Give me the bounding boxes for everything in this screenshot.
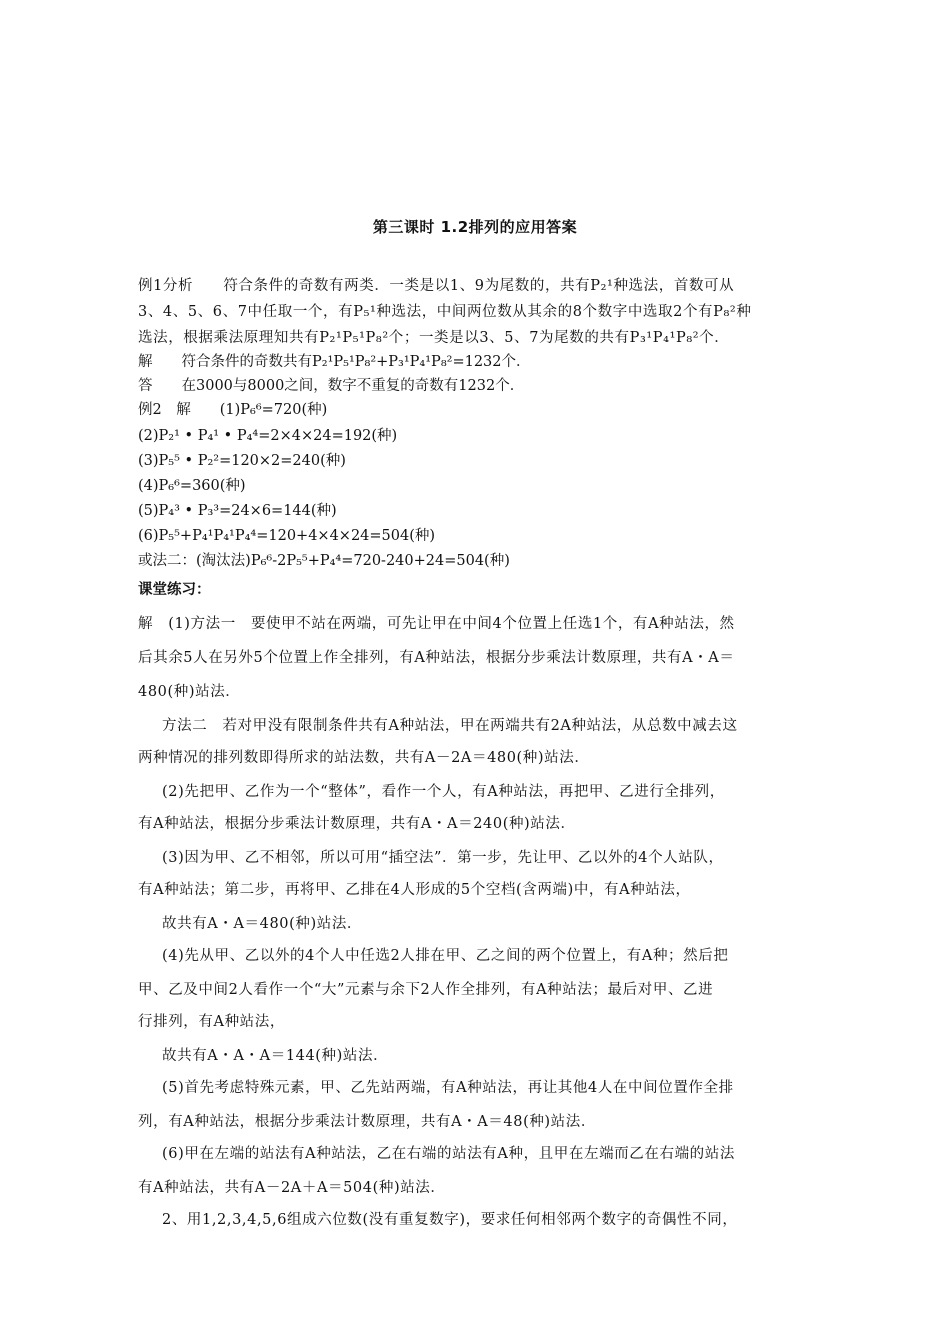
practice-p5-line3: 行排列，有A种站法，	[138, 1014, 285, 1030]
example2-line6: (6)P₅⁵+P₄¹P₄¹P₄⁴=120+4×4×24=504(种)	[138, 528, 436, 544]
example2-line1: 例2 解 (1)P₆⁶=720(种)	[138, 402, 328, 418]
practice-p2-line2: 两种情况的排列数即得所求的站法数，共有A－2A＝480(种)站法．	[138, 750, 590, 766]
practice-heading: 课堂练习：	[138, 582, 211, 598]
example1-analysis-line3: 选法，根据乘法原理知共有P₂¹P₅¹P₈²个；一类是以3、5、7为尾数的共有P₃¹P₄¹P₈²个．	[138, 330, 730, 346]
practice-p5-line4: 故共有A・A・A＝144(种)站法．	[162, 1048, 389, 1064]
practice-p1-line1: 解 (1)方法一 要使甲不站在两端，可先让甲在中间4个位置上任选1个，有A种站法，然	[138, 616, 735, 632]
practice-p4-line1: (3)因为甲、乙不相邻，所以可用“插空法”．第一步，先让甲、乙以外的4个人站队，	[162, 850, 724, 866]
practice-p3-line2: 有A种站法，根据分步乘法计数原理，共有A・A＝240(种)站法．	[138, 816, 576, 832]
example1-solution: 解 符合条件的奇数共有P₂¹P₅¹P₈²+P₃¹P₄¹P₈²=1232个．	[138, 354, 531, 370]
page-title: 第三课时 1.2排列的应用答案	[372, 218, 578, 236]
practice-p4-line2: 有A种站法；第二步，再将甲、乙排在4人形成的5个空档(含两端)中，有A种站法，	[138, 882, 691, 898]
practice-p8-line1: 2、用1,2,3,4,5,6组成六位数(没有重复数字)，要求任何相邻两个数字的奇偶性不同，	[162, 1212, 738, 1228]
practice-p4-line3: 故共有A・A＝480(种)站法．	[162, 916, 363, 932]
example2-line5: (5)P₄³ • P₃³=24×6=144(种)	[138, 503, 337, 519]
practice-p1-line3: 480(种)站法．	[138, 684, 241, 700]
example2-line2: (2)P₂¹ • P₄¹ • P₄⁴=2×4×24=192(种)	[138, 428, 398, 444]
example1-answer: 答 在3000与8000之间，数字不重复的奇数有1232个．	[138, 378, 525, 394]
example2-line4: (4)P₆⁶=360(种)	[138, 478, 246, 494]
example2-line7: 或法二：(淘汰法)P₆⁶-2P₅⁵+P₄⁴=720-240+24=504(种)	[138, 553, 510, 569]
practice-p6-line1: (5)首先考虑特殊元素，甲、乙先站两端，有A种站法，再让其他4人在中间位置作全排	[162, 1080, 734, 1096]
practice-p6-line2: 列，有A种站法，根据分步乘法计数原理，共有A・A＝48(种)站法．	[138, 1114, 596, 1130]
practice-p5-line1: (4)先从甲、乙以外的4个人中任选2人排在甲、乙之间的两个位置上，有A种；然后把	[162, 948, 729, 964]
practice-p7-line1: (6)甲在左端的站法有A种站法，乙在右端的站法有A种，且甲在左端而乙在右端的站法	[162, 1146, 735, 1162]
practice-p7-line2: 有A种站法，共有A－2A＋A＝504(种)站法．	[138, 1180, 446, 1196]
practice-p5-line2: 甲、乙及中间2人看作一个“大”元素与余下2人作全排列，有A种站法；最后对甲、乙进	[138, 982, 714, 998]
practice-p2-line1: 方法二 若对甲没有限制条件共有A种站法，甲在两端共有2A种站法，从总数中减去这	[162, 718, 738, 734]
example1-analysis-line2: 3、4、5、6、7中任取一个，有P₅¹种选法，中间两位数从其余的8个数字中选取2个有P₈²种	[138, 304, 752, 320]
example1-analysis-line1: 例1分析 符合条件的奇数有两类．一类是以1、9为尾数的，共有P₂¹种选法，首数可从	[138, 278, 735, 294]
example2-line3: (3)P₅⁵ • P₂²=120×2=240(种)	[138, 453, 346, 469]
practice-p1-line2: 后其余5人在另外5个位置上作全排列，有A种站法，根据分步乘法计数原理，共有A・A＝	[138, 650, 735, 666]
practice-p3-line1: (2)先把甲、乙作为一个“整体”，看作一个人，有A种站法，再把甲、乙进行全排列，	[162, 784, 725, 800]
